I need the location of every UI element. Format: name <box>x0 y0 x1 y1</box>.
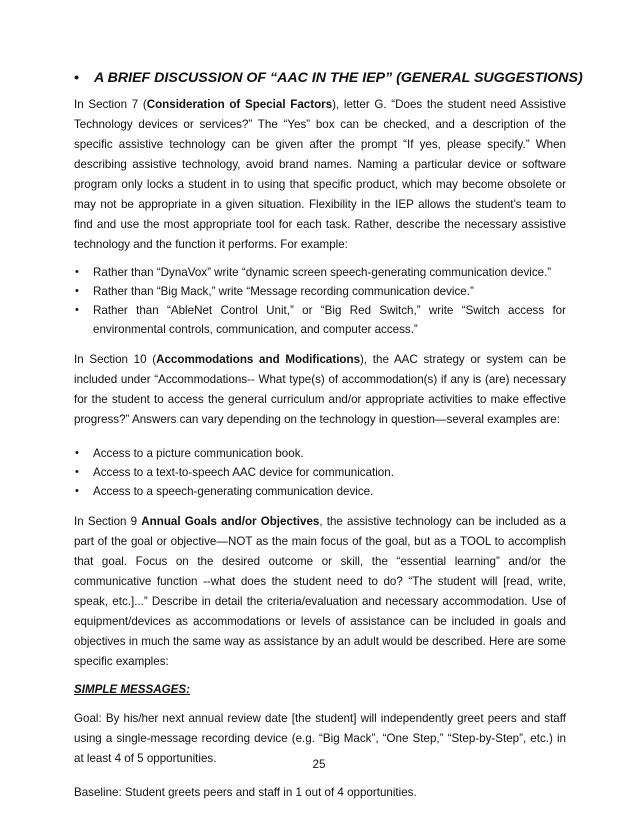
list-item <box>74 263 566 282</box>
list-item <box>74 282 566 301</box>
section-10-intro: In Section 10 ( <box>74 353 157 366</box>
list-item <box>74 463 566 482</box>
paragraph-section-7 <box>74 95 566 255</box>
section-7-body: ), letter G. “Does the student need Assistive Technology devices or services?” The “Yes” box can be checked, and a description of the specific assistive technology can be given after the prompt “If yes, please specify.” When describing assistive technology, avoid brand names. Naming a particular device or software program only locks a student in to using that specific product, which may become obsolete or may not be appropriate in a given situation. Flexibility in the IEP allows the student’s team to find and use the most appropriate tool for each task. Rather, describe the necessary assistive technology and the function it performs. For example: <box>74 98 566 251</box>
section-7-title: Consideration of Special Factors <box>146 98 333 111</box>
baseline-paragraph: Baseline: Student greets peers and staff in 1 out of 4 opportunities. <box>74 786 417 799</box>
bullet-icon: • <box>75 266 79 278</box>
accommodation-examples-list <box>74 444 566 501</box>
list-item-text: Rather than “Big Mack,” write “Message recording communication device.” <box>93 285 474 298</box>
section-9-title: Annual Goals and/or Objectives <box>141 515 320 528</box>
heading-text: A BRIEF DISCUSSION OF “AAC IN THE IEP” (GENERAL SUGGESTIONS) <box>94 70 583 86</box>
list-item-text: Rather than “AbleNet Control Unit,” or “Big Red Switch,” write “Switch access for environmental controls, communication, and computer access.” <box>93 304 566 336</box>
bullet-icon: • <box>75 285 79 297</box>
section-10-body: ), the AAC strategy or system can be included under “Accommodations-- What type(s) of accommodation(s) if any is (are) necessary for the student to access the general curriculum and/or appropriate activities to make effective progress?” Answers can vary depending on the technology in question—several examples are: <box>74 353 566 426</box>
list-item-text: Access to a picture communication book. <box>93 447 304 460</box>
list-item-text: Access to a text-to-speech AAC device for communication. <box>93 466 394 479</box>
section-10-title: Accommodations and Modifications <box>156 353 361 366</box>
section-heading <box>74 68 583 88</box>
bullet-icon: • <box>75 466 79 478</box>
bullet-icon: • <box>75 447 79 459</box>
list-item <box>74 444 566 463</box>
section-9-intro: In Section 9 <box>74 515 142 528</box>
document-page <box>74 68 583 811</box>
list-item <box>74 482 566 501</box>
heading-bullet: • <box>74 70 79 86</box>
list-item-text: Rather than “DynaVox” write “dynamic screen speech-generating communication device.” <box>93 266 552 279</box>
bullet-icon: • <box>75 485 79 497</box>
paragraph-section-10 <box>74 350 566 430</box>
brand-name-examples-list <box>74 263 566 339</box>
page-number: 25 <box>312 758 326 771</box>
list-item <box>74 301 566 339</box>
goal-paragraph: Goal: By his/her next annual review date [the student] will independently greet peers and staff using a single-message recording device (e.g. “Big Mack”, “One Step,” “Step-by-Step”, etc.) in at least 4 of 5 opportunities. <box>74 712 566 765</box>
bullet-icon: • <box>75 304 79 316</box>
simple-messages-heading: SIMPLE MESSAGES: <box>74 683 190 696</box>
section-7-intro: In Section 7 ( <box>74 98 147 111</box>
section-9-body: , the assistive technology can be included as a part of the goal or objective—NOT as the main focus of the goal, but as a TOOL to accomplish that goal. Focus on the desired outcome or skill, the “essential learning” and/or the communicative function --what does the student need to do? “The student will [read, write, speak, etc.]...” Describe in detail the criteria/evaluation and necessary accommodation. Use of equipment/devices as accommodations or levels of assistance can be included in goals and objectives in much the same way as assistance by an adult would be described. Here are some specific examples: <box>74 515 566 668</box>
list-item-text: Access to a speech-generating communication device. <box>93 485 374 498</box>
paragraph-section-9 <box>74 512 566 672</box>
